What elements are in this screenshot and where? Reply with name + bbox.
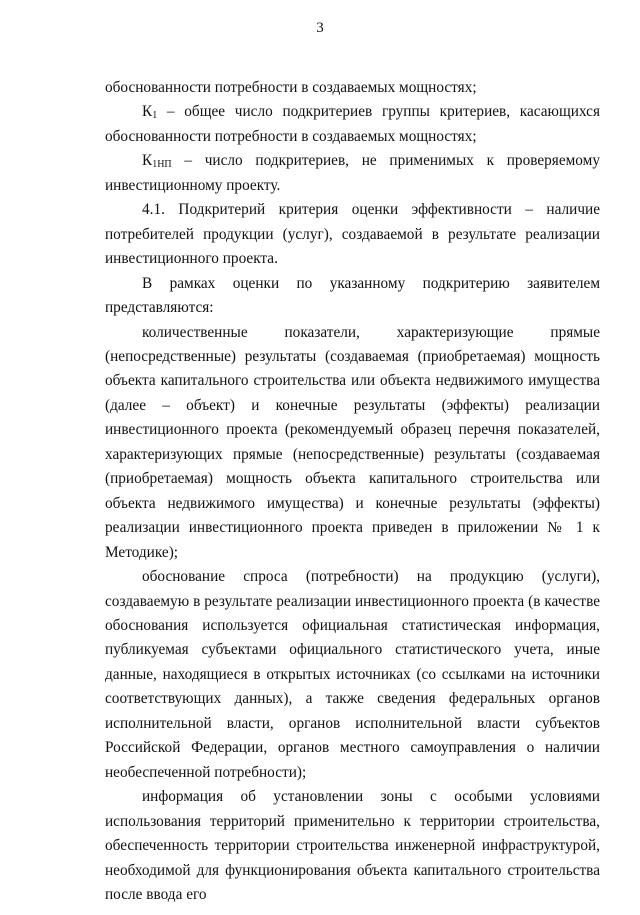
- document-body: [105, 76, 600, 907]
- definition-text: – общее число подкритериев группы критериев, касающихся обоснованности потребности в создаваемых мощностях;: [105, 103, 600, 145]
- page-number: 3: [316, 20, 324, 36]
- paragraph-1: обоснованности потребности в создаваемых мощностях;: [105, 79, 477, 96]
- symbol-subscript: 1: [152, 110, 158, 122]
- paragraph-k1np-definition: [105, 149, 600, 198]
- symbol-k: К: [142, 152, 153, 170]
- paragraph-4-1-heading: 4.1. Подкритерий критерия оценки эффективности – наличие потребителей продукции (услуг), создаваемой в результате реализации инвестиционного проекта.: [105, 201, 600, 268]
- definition-text: – число подкритериев, не применимых к проверяемому инвестиционному проекту.: [105, 152, 600, 194]
- paragraph-k1-definition: [105, 100, 600, 149]
- paragraph-intro: В рамках оценки по указанному подкритерию заявителем представляются:: [105, 274, 600, 317]
- paragraph-indicators: количественные показатели, характеризующие прямые (непосредственные) результаты (создаваемая (приобретаемая) мощность объекта капитального строительства или объекта недвижимого имущества (далее – объект) и конечные результаты (эффекты) реализации инвестиционного проекта (рекомендуемый образец перечня показателей, характеризующих прямые (непосредственные) результаты (создаваемая (приобретаемая) мощность объекта капитального строительства или объекта недвижимого имущества) и конечные результаты (эффекты) реализации инвестиционного проекта приведен в приложении № 1 к Методике);: [105, 323, 600, 561]
- symbol-k: К: [142, 103, 153, 121]
- paragraph-demand: обоснование спроса (потребности) на продукцию (услуги), создаваемую в результате реализации инвестиционного проекта (в качестве обоснования используется официальная статистическая информация, публикуемая субъектами официального статистического учета, иные данные, находящиеся в открытых источниках (со ссылками на источники соответствующих данных), а также сведения федеральных органов исполнительной власти, органов исполнительной власти субъектов Российской Федерации, органов местного самоуправления о наличии необеспеченной потребности);: [105, 568, 600, 781]
- symbol-subscript: 1НП: [152, 159, 172, 171]
- paragraph-zone-info: информация об установлении зоны с особыми условиями использования территорий применительно к территории строительства, обеспеченность территории строительства инженерной инфраструктурой, необходимой для функционирования объекта капитального строительства после ввода его: [105, 788, 600, 903]
